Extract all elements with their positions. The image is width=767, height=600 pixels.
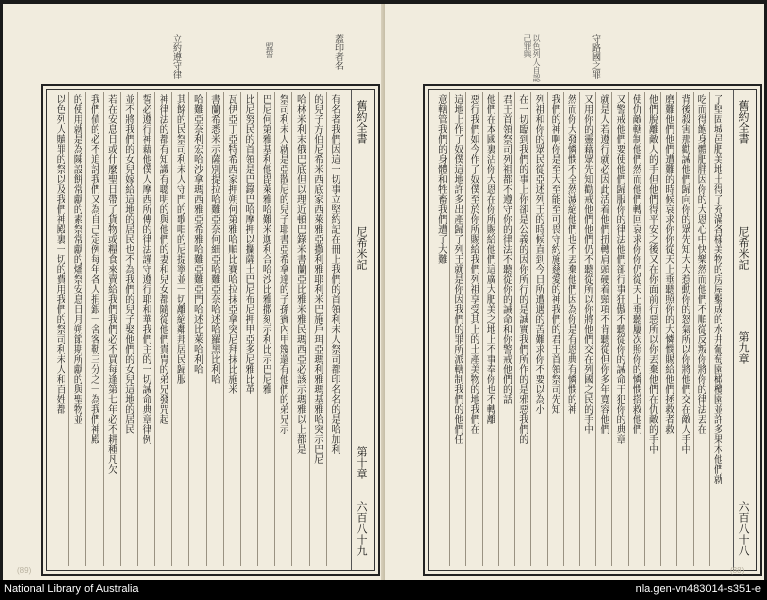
text-column: 使仇敵轄制他們然而他們轉回哀求你你仍從天上垂聽屢次照你的憐憫搭救他們: [630, 94, 642, 434]
text-column: 他們脫離敵人的手但他們得平安之後又在你面前行惡所以你丟棄他們在仇敵的手中: [646, 94, 658, 454]
text-column: 又警戒他們要使他們歸服你的律法他們卻行事狂傲不聽從你的誡命干犯你的典章: [614, 94, 626, 444]
page-number: 六百八十九: [355, 501, 368, 556]
text-column: 瓦伊亞丁亞特希西家押朔何第雅哈順比賽哈拉抹亞拿突尼拜抹比施米: [225, 94, 237, 394]
margin-note: 盟誓: [265, 42, 274, 58]
text-column: 有名者我們因這一切事立堅約記在冊上我們的首領利未人祭司都印名名的是哈加利: [328, 94, 340, 454]
text-column: 了堅固城邑肥美地土得了充滿各樣美物的房屋鑿成的水井葡萄園橄欖園並許多果木他們就: [711, 94, 723, 484]
text-column: 就是人若遵行就必因此活着他們扭轉肩頭硬着頸項不肯聽從但你多年寬容他們: [597, 94, 609, 434]
text-column: 以色列人贖罪的祭以及我們神殿裏一切的費用我們的祭司利未人和百姓都: [54, 94, 66, 414]
page-number: 六百八十八: [737, 501, 750, 556]
text-column: 誓必遵行神藉他僕人摩西所傳的律法謹守遵行耶和華我們主的一切誡命典章律例: [139, 94, 151, 444]
text-column: 我們的神啊你是至大至能至可畏守約施慈愛的神我們的君王首領祭司先知: [549, 94, 561, 414]
text-column: 祭司利未人就是亞散尼的兒子耶書亞希拿達的子孫賓內甲篾還有他們的弟兄示: [277, 94, 289, 434]
footer-source: National Library of Australia: [4, 583, 139, 595]
text-column: 比尼努民的首領是巴錄巴哈摩押以攔薩土巴尼布尼押甲亞多尼雅比革: [243, 94, 255, 394]
text-frame: [41, 84, 380, 576]
text-column: 磨難他們他們遭難的時候哀求你你從天上垂聽照你的大憐憫賜給他們拯救者救: [662, 94, 674, 434]
book-name: 尼希米記: [355, 226, 368, 270]
text-column: 在一切臨到我們的事上你卻是公義的因你所行的是誠實我們所作的是邪惡我們的: [516, 94, 528, 444]
text-column: 背後殺害那勸誡他們歸向你的眾先知大大惹動你的怒氣所以你將他們交在敵人手中: [678, 94, 690, 454]
margin-note: 蓋印者名: [333, 34, 343, 70]
text-column: 這地上作了奴僕這地許多出產歸了列王就是你因我們的罪所派轄制我們的他們任: [451, 94, 463, 444]
footer-bar: [0, 580, 767, 600]
book-name: 尼希米記: [737, 226, 750, 270]
text-column: 他們在本國裏沾你大恩在你所賜給他們這廣大肥美之地上不事奉你也不轉離: [484, 94, 496, 424]
chapter-label: 第十章: [355, 446, 368, 479]
text-column: 君王首領祭司列祖都不遵守你的律法不聽從你的誡命和你警戒他們的話: [500, 94, 512, 404]
left-page: [3, 4, 383, 580]
page-mark: (89): [17, 566, 32, 575]
text-column: 又用你的靈藉眾先知勸戒他們他們仍不聽從所以你將他們交在列國之民的手中: [581, 94, 593, 434]
book-title: 舊約全書: [737, 100, 750, 144]
text-frame: [423, 84, 762, 576]
text-column: 並不將我們的女兒嫁給這地的居民也不為我們的兒子娶他們的女兒這地的居民: [122, 94, 134, 434]
margin-note: 以色列人自認己罪與: [523, 34, 541, 82]
margin-note: 守路國之罪: [590, 34, 600, 79]
right-page: [385, 4, 764, 580]
text-column: 其餘的民祭司利未人守門的歌唱的尼提寧並一切離絕鄰邦居民歸服: [174, 94, 186, 384]
text-column: 巴尼何第雅基利他毘萊雅哈難米迦利合哈沙比雅撒刻示利比示巴尼雅: [260, 94, 272, 394]
text-column: 哈林米利末俄巴底但以理近頓巴錄米書蘭亞比雅米雅民瑪西亞必該示瑪雅以上都是: [294, 94, 306, 454]
text-column: 列祖和你的眾民從亞述列王的時候直到今日所遭遇的苦難求你不要以為小: [532, 94, 544, 414]
chapter-label: 第九章: [737, 331, 750, 364]
text-column: 的使用就是為陳設餅常獻的素祭常獻的燔祭安息日月朔節期所獻的與聖物並: [71, 94, 83, 424]
text-column: 若在安息日或什麼聖日帶了貨物或糧食來賣給我們我們必不買每逢第七年必不耕種凡欠: [105, 94, 117, 474]
text-column: 哈難亞奈利宏哈沙拿瑪西雅亞希雅哈難亞難亞門哈述比萊哈利哈: [191, 94, 203, 374]
text-column: 神律法的都有知識有聰明的與他們的妻和兒女都隨從他們貴冑的弟兄發咒起: [157, 94, 169, 424]
text-column: 我們債的必不追討我們又為自己定例每年各人捐銀一舍客勒三分之一為我們神殿: [88, 94, 100, 444]
text-column: 吃而得飽身體肥胖因你的大恩心中快樂然而他們不順從反叛你將你的律法丟在: [695, 94, 707, 434]
text-column: 書蘭希悉米示薩別提拉哈難亞奈何細亞哈難亞奈哈述哈羅黑比利哈: [208, 94, 220, 384]
book-spread: [3, 4, 764, 580]
text-column: 惡行我們如今作了奴僕至於你所賜給我們列祖享受其上的土產美物的地我們在: [468, 94, 480, 434]
page-mark: (88): [730, 566, 745, 575]
footer-identifier: nla.gen-vn483014-s351-e: [635, 583, 761, 595]
margin-note: 立約遵守律: [171, 34, 181, 79]
book-title: 舊約全書: [355, 100, 368, 144]
text-column: 的兒子方伯尼希米西底家西萊雅亞撒利雅耶利米巴施戶珥亞瑪利雅瑪基雅哈突示巴尼: [311, 94, 323, 464]
text-column: 然而你大發憐憫不全然滅絕他們也不丟棄他們因為你是有恩典有憐憫的神: [565, 94, 577, 414]
text-column: 意轄管我們的身體和牲畜我們遭了大難: [435, 94, 447, 264]
